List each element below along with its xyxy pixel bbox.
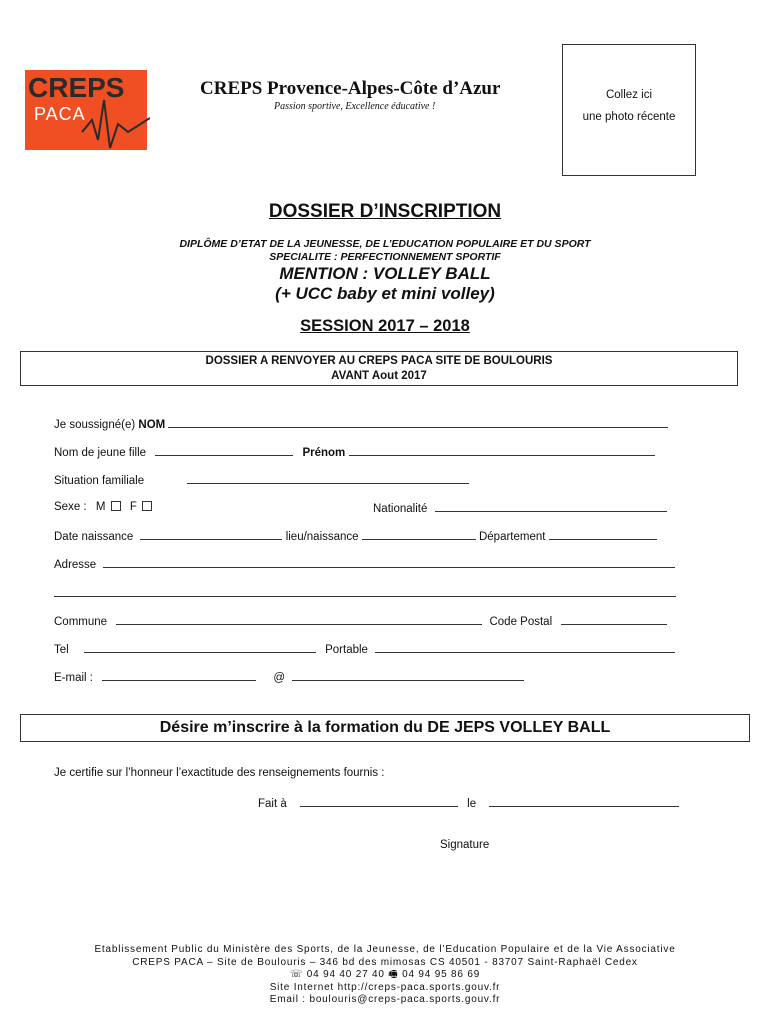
footer-line4: Site Internet http://creps-paca.sports.gouv.fr xyxy=(269,981,501,993)
creps-logo xyxy=(22,62,150,154)
register-box: Désire m’inscrire à la formation du DE JEPS VOLLEY BALL xyxy=(20,714,750,742)
label-lieu-naissance: lieu/naissance xyxy=(285,531,359,543)
situation-field[interactable] xyxy=(187,473,469,484)
signature-label: Signature xyxy=(440,839,490,851)
label-email: E-mail : xyxy=(54,672,93,684)
footer xyxy=(0,944,770,1007)
adresse-field-2[interactable] xyxy=(54,586,676,597)
prenom-field[interactable] xyxy=(349,445,655,456)
code-postal-field[interactable] xyxy=(561,614,667,625)
nom-jeune-fille-field[interactable] xyxy=(155,445,293,456)
label-prenom: Prénom xyxy=(302,447,346,459)
return-line2: AVANT Aout 2017 xyxy=(331,370,427,382)
org-tagline: Passion sportive, Excellence éducative ! xyxy=(274,101,436,112)
row-nom-jeune-fille xyxy=(54,445,655,459)
nationalite-field[interactable] xyxy=(435,501,667,512)
row-situation xyxy=(54,473,469,487)
return-instructions-box xyxy=(20,351,738,386)
mention-title: MENTION : VOLLEY BALL xyxy=(279,264,491,283)
label-commune: Commune xyxy=(54,616,108,628)
logo-top-text: CREPS xyxy=(28,72,125,103)
footer-line1: Etablissement Public du Ministère des Sports, de la Jeunesse, de l’Education Populaire et de la Vie Associative xyxy=(94,944,676,955)
commune-field[interactable] xyxy=(116,614,482,625)
footer-line3: ☏ 04 94 40 27 40 🖷 04 94 95 86 69 xyxy=(289,969,481,980)
row-tel xyxy=(54,642,675,656)
email-user-field[interactable] xyxy=(102,670,256,681)
row-email xyxy=(54,670,524,684)
specialite-title: SPECIALITE : PERFECTIONNEMENT SPORTIF xyxy=(269,251,501,263)
label-portable: Portable xyxy=(325,644,368,656)
label-le: le xyxy=(467,798,477,810)
return-line1: DOSSIER A RENVOYER AU CREPS PACA SITE DE BOULOURIS xyxy=(205,355,553,367)
email-domain-field[interactable] xyxy=(292,670,524,681)
org-title: CREPS Provence-Alpes-Côte d’Azur xyxy=(200,78,501,99)
fait-a-field[interactable] xyxy=(300,796,458,807)
label-tel: Tel xyxy=(54,644,69,656)
lieu-naissance-field[interactable] xyxy=(362,529,476,540)
tel-field[interactable] xyxy=(84,642,316,653)
main-title: DOSSIER D’INSCRIPTION xyxy=(268,201,502,222)
adresse-field[interactable] xyxy=(103,557,675,568)
certify-text: Je certifie sur l’honneur l’exactitude des renseignements fournis : xyxy=(54,767,385,779)
label-sexe: Sexe : xyxy=(54,501,87,513)
label-nom: NOM xyxy=(138,419,166,431)
label-departement: Département xyxy=(478,531,546,543)
label-fait-a: Fait à xyxy=(258,798,287,810)
label-situation: Situation familiale xyxy=(54,475,145,487)
logo-heartbeat-line xyxy=(22,62,150,154)
row-naissance xyxy=(54,529,657,543)
sexe-f-checkbox[interactable] xyxy=(142,501,152,511)
footer-line2: CREPS PACA – Site de Boulouris – 346 bd des mimosas CS 40501 - 83707 Saint-Raphaël Cedex xyxy=(132,956,638,968)
label-date-naissance: Date naissance xyxy=(54,531,134,543)
row-nationalite xyxy=(373,501,667,515)
session-title: SESSION 2017 – 2018 xyxy=(300,317,470,335)
label-sexe-m: M xyxy=(95,501,106,513)
label-nationalite: Nationalité xyxy=(373,503,428,515)
row-sexe xyxy=(54,501,154,513)
photo-box-line1: Collez ici xyxy=(605,89,652,101)
date-naissance-field[interactable] xyxy=(140,529,282,540)
departement-field[interactable] xyxy=(549,529,657,540)
logo-bottom-text: PACA xyxy=(34,104,86,124)
row-fait-a xyxy=(258,796,679,810)
row-adresse xyxy=(54,557,675,571)
label-sexe-f: F xyxy=(129,501,137,513)
row-commune xyxy=(54,614,667,628)
diploma-title: DIPLÔME D’ETAT DE LA JEUNESSE, DE L’EDUCATION POPULAIRE ET DU SPORT xyxy=(179,238,591,250)
sexe-m-checkbox[interactable] xyxy=(111,501,121,511)
ucc-subtitle: (+ UCC baby et mini volley) xyxy=(275,284,495,303)
label-code-postal: Code Postal xyxy=(489,616,553,628)
portable-field[interactable] xyxy=(375,642,675,653)
label-soussigne: Je soussigné(e) xyxy=(54,419,136,431)
date-field[interactable] xyxy=(489,796,679,807)
footer-line5: Email : boulouris@creps-paca.sports.gouv.fr xyxy=(269,994,501,1005)
nom-field[interactable] xyxy=(168,417,668,428)
photo-box[interactable] xyxy=(562,44,696,176)
photo-box-line2: une photo récente xyxy=(582,111,676,123)
label-at: @ xyxy=(273,672,286,684)
row-nom xyxy=(54,417,668,431)
row-adresse-2 xyxy=(54,586,676,600)
label-nom-jeune-fille: Nom de jeune fille xyxy=(54,447,147,459)
label-adresse: Adresse xyxy=(54,559,97,571)
